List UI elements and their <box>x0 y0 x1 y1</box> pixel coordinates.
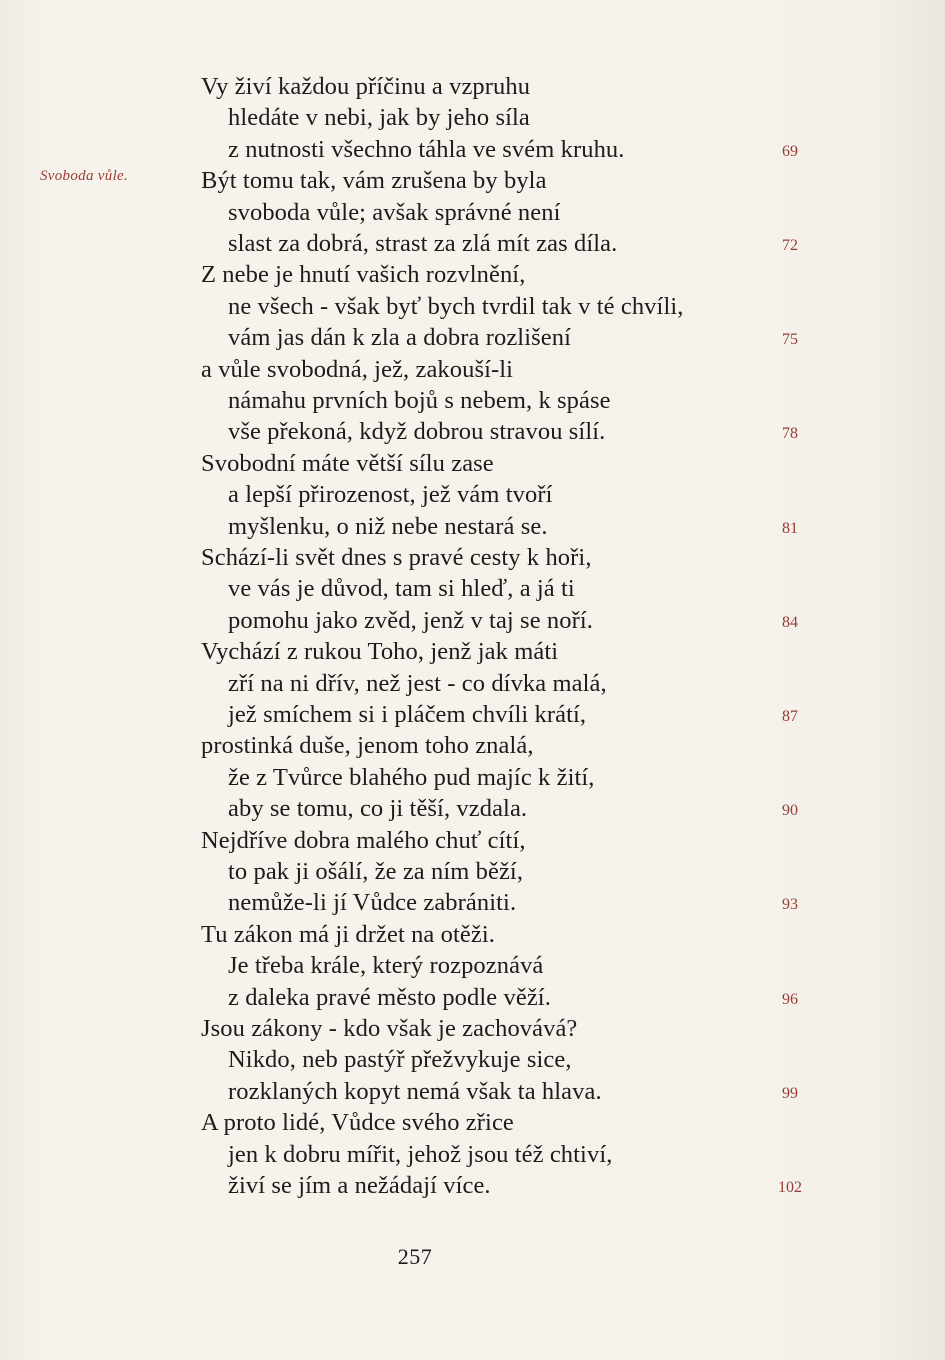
line-number: 69 <box>782 142 798 160</box>
verse-line: Vy živí každou příčinu a vzpruhu <box>201 73 531 100</box>
verse-line: svoboda vůle; avšak správné není <box>228 198 561 226</box>
line-number: 102 <box>778 1179 802 1196</box>
verse-line: rozklaných kopyt nemá však ta hlava. <box>228 1077 602 1105</box>
verse-line: Být tomu tak, vám zrušena by byla <box>201 167 547 195</box>
verse-line: a lepší přirozenost, jež vám tvoří <box>228 481 553 509</box>
verse-line: Nikdo, neb pastýř přežvykuje sice, <box>228 1046 572 1074</box>
line-number: 96 <box>782 990 798 1008</box>
line-number: 93 <box>782 896 798 914</box>
margin-note: Svoboda vůle. <box>40 168 129 184</box>
page-edge-shadow <box>875 0 945 1360</box>
verse-line: Z nebe je hnutí vašich rozvlnění, <box>201 261 526 289</box>
verse-line: nemůže-li jí Vůdce zabrániti. <box>228 889 517 917</box>
verse-line: že z Tvůrce blahého pud majíc k žití, <box>228 763 595 791</box>
line-number: 90 <box>782 802 798 820</box>
verse-line: ve vás je důvod, tam si hleď, a já ti <box>228 575 575 603</box>
verse-line: ne všech - však byť bych tvrdil tak v té chvíli, <box>228 292 684 320</box>
line-number: 72 <box>782 237 798 254</box>
verse-line: Vychází z rukou Toho, jenž jak máti <box>201 638 559 666</box>
verse-line: námahu prvních bojů s nebem, k spáse <box>228 387 611 414</box>
verse-line: Je třeba krále, který rozpoznává <box>228 952 544 980</box>
verse-line: prostinká duše, jenom toho znalá, <box>201 732 534 760</box>
line-number: 99 <box>782 1084 798 1102</box>
verse-line: živí se jím a nežádají více. <box>228 1172 491 1199</box>
line-number: 81 <box>782 519 798 537</box>
verse-line: z daleka pravé město podle věží. <box>228 983 551 1011</box>
verse-line: Nejdříve dobra malého chuť cítí, <box>201 826 526 854</box>
verse-line: pomohu jako zvěd, jenž v taj se noří. <box>228 606 593 634</box>
page-number: 257 <box>397 1244 433 1269</box>
verse-line: vám jas dán k zla a dobra rozlišení <box>228 324 571 352</box>
verse-line: Svobodní máte větší sílu zase <box>201 449 494 477</box>
verse-line: jen k dobru mířit, jehož jsou též chtiví, <box>228 1140 613 1168</box>
verse-line: vše překoná, když dobrou stravou sílí. <box>228 418 606 446</box>
verse-line: myšlenku, o niž nebe nestará se. <box>228 512 548 540</box>
line-number: 87 <box>782 708 798 725</box>
line-number: 75 <box>782 331 798 349</box>
verse-line: aby se tomu, co ji těší, vzdala. <box>228 795 528 823</box>
verse-line: jež smíchem si i pláčem chvíli krátí, <box>228 701 587 728</box>
verse-line: Tu zákon má ji držet na otěži. <box>201 920 495 948</box>
line-number: 84 <box>782 613 798 631</box>
verse-line: zří na ni dřív, než jest - co dívka malá, <box>228 669 607 697</box>
verse-line: hledáte v nebi, jak by jeho síla <box>228 104 530 132</box>
verse-line: Schází-li svět dnes s pravé cesty k hoři, <box>201 544 592 571</box>
verse-line: slast za dobrá, strast za zlá mít zas díla. <box>228 230 618 257</box>
verse-line: to pak ji ošálí, že za ním běží, <box>228 858 524 885</box>
verse-line: z nutnosti všechno táhla ve svém kruhu. <box>228 135 625 163</box>
verse-line: A proto lidé, Vůdce svého zřice <box>201 1109 514 1137</box>
line-number: 78 <box>782 425 798 443</box>
verse-line: a vůle svobodná, jež, zakouší-li <box>201 355 514 383</box>
verse-line: Jsou zákony - kdo však je zachovává? <box>201 1015 578 1042</box>
